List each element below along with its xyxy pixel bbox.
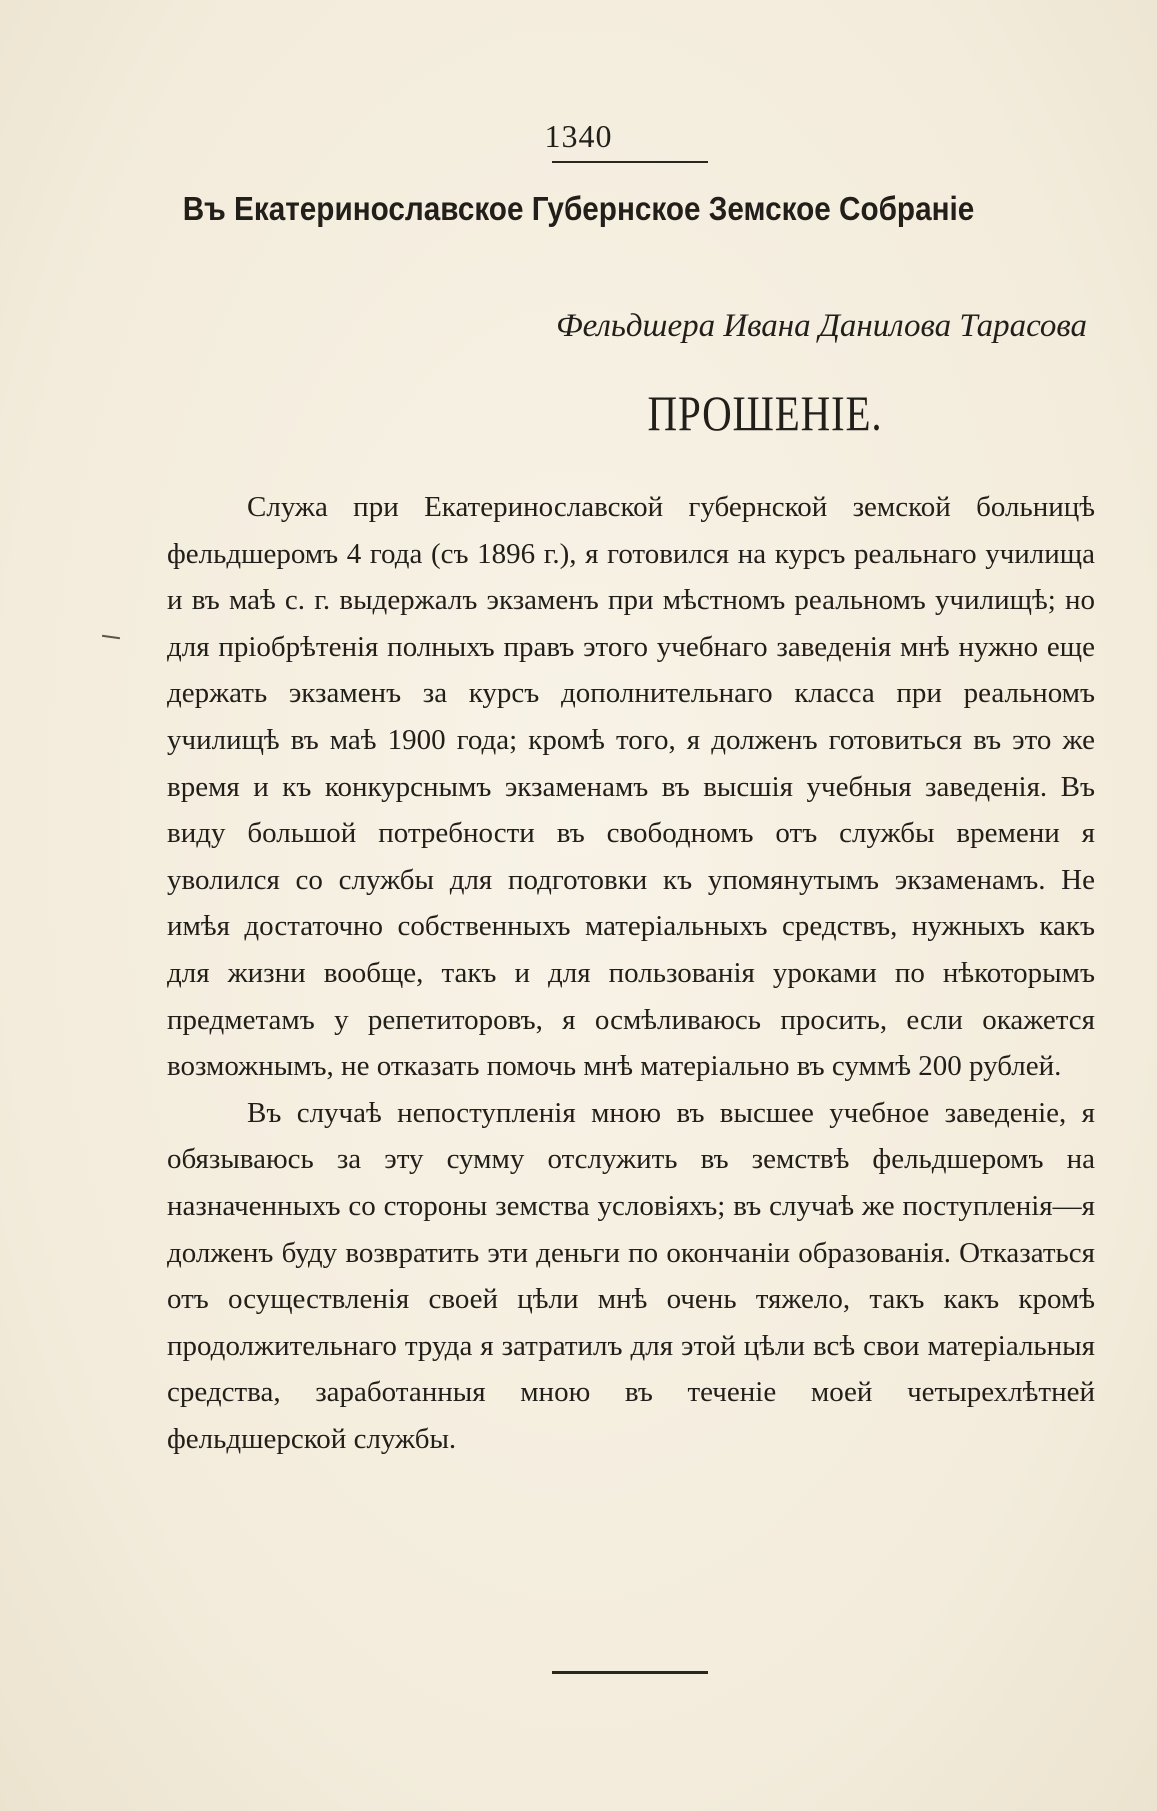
closing-rule xyxy=(552,1671,708,1674)
paragraph-1: Служа при Екатеринославской губернской земской больницѣ фельдшеромъ 4 года (съ 1896 г.), я готовился на курсъ реальнаго училища и въ маѣ с. г. выдержалъ экзаменъ при мѣстномъ реальномъ училищѣ; но для пріобрѣтенія полныхъ правъ этого учебнаго заведенія мнѣ нужно еще держать экзаменъ за курсъ дополнительнаго класса при реальномъ училищѣ въ маѣ 1900 года; кромѣ того, я долженъ готовиться въ это же время и къ конкурснымъ экзаменамъ въ высшія учебныя заведенія. Въ виду большой потребности въ свободномъ отъ службы времени я уволился со службы для подготовки къ упомянутымъ экзаменамъ. Не имѣя достаточно собственныхъ матеріальныхъ средствъ, нужныхъ какъ для жизни вообще, такъ и для пользованія уроками по нѣкоторымъ предметамъ у репетиторовъ, я осмѣливаюсь просить, если окажется возможнымъ, не отказать помочь мнѣ матеріально въ суммѣ 200 рублей. xyxy=(167,491,1095,1083)
sender-line: Фельдшера Ивана Данилова Тарасова xyxy=(556,308,1087,344)
page-number-rule xyxy=(552,161,708,163)
bleed-through-text xyxy=(160,262,170,309)
page-number: 1340 xyxy=(544,118,613,154)
addressee-heading: Въ Екатеринославское Губернское Земское Собраніе xyxy=(182,190,975,227)
petition-body xyxy=(167,484,1095,1462)
document-title: ПРОШЕНІЕ. xyxy=(647,385,883,441)
margin-pencil-mark xyxy=(102,635,120,639)
paragraph-2: Въ случаѣ непоступленія мною въ высшее учебное заведеніе, я обязываюсь за эту сумму отслужить въ земствѣ фельдшеромъ на назначенныхъ со стороны земства условіяхъ; въ случаѣ же поступленія—я долженъ буду возвратить эти деньги по окончаніи образованія. Отказаться отъ осуществленія своей цѣли мнѣ очень тяжело, такъ какъ кромѣ продолжительнаго труда я затратилъ для этой цѣли всѣ свои матеріальныя средства, заработанныя мною въ теченіе моей четырехлѣтней фельдшерской службы. xyxy=(167,1096,1095,1455)
